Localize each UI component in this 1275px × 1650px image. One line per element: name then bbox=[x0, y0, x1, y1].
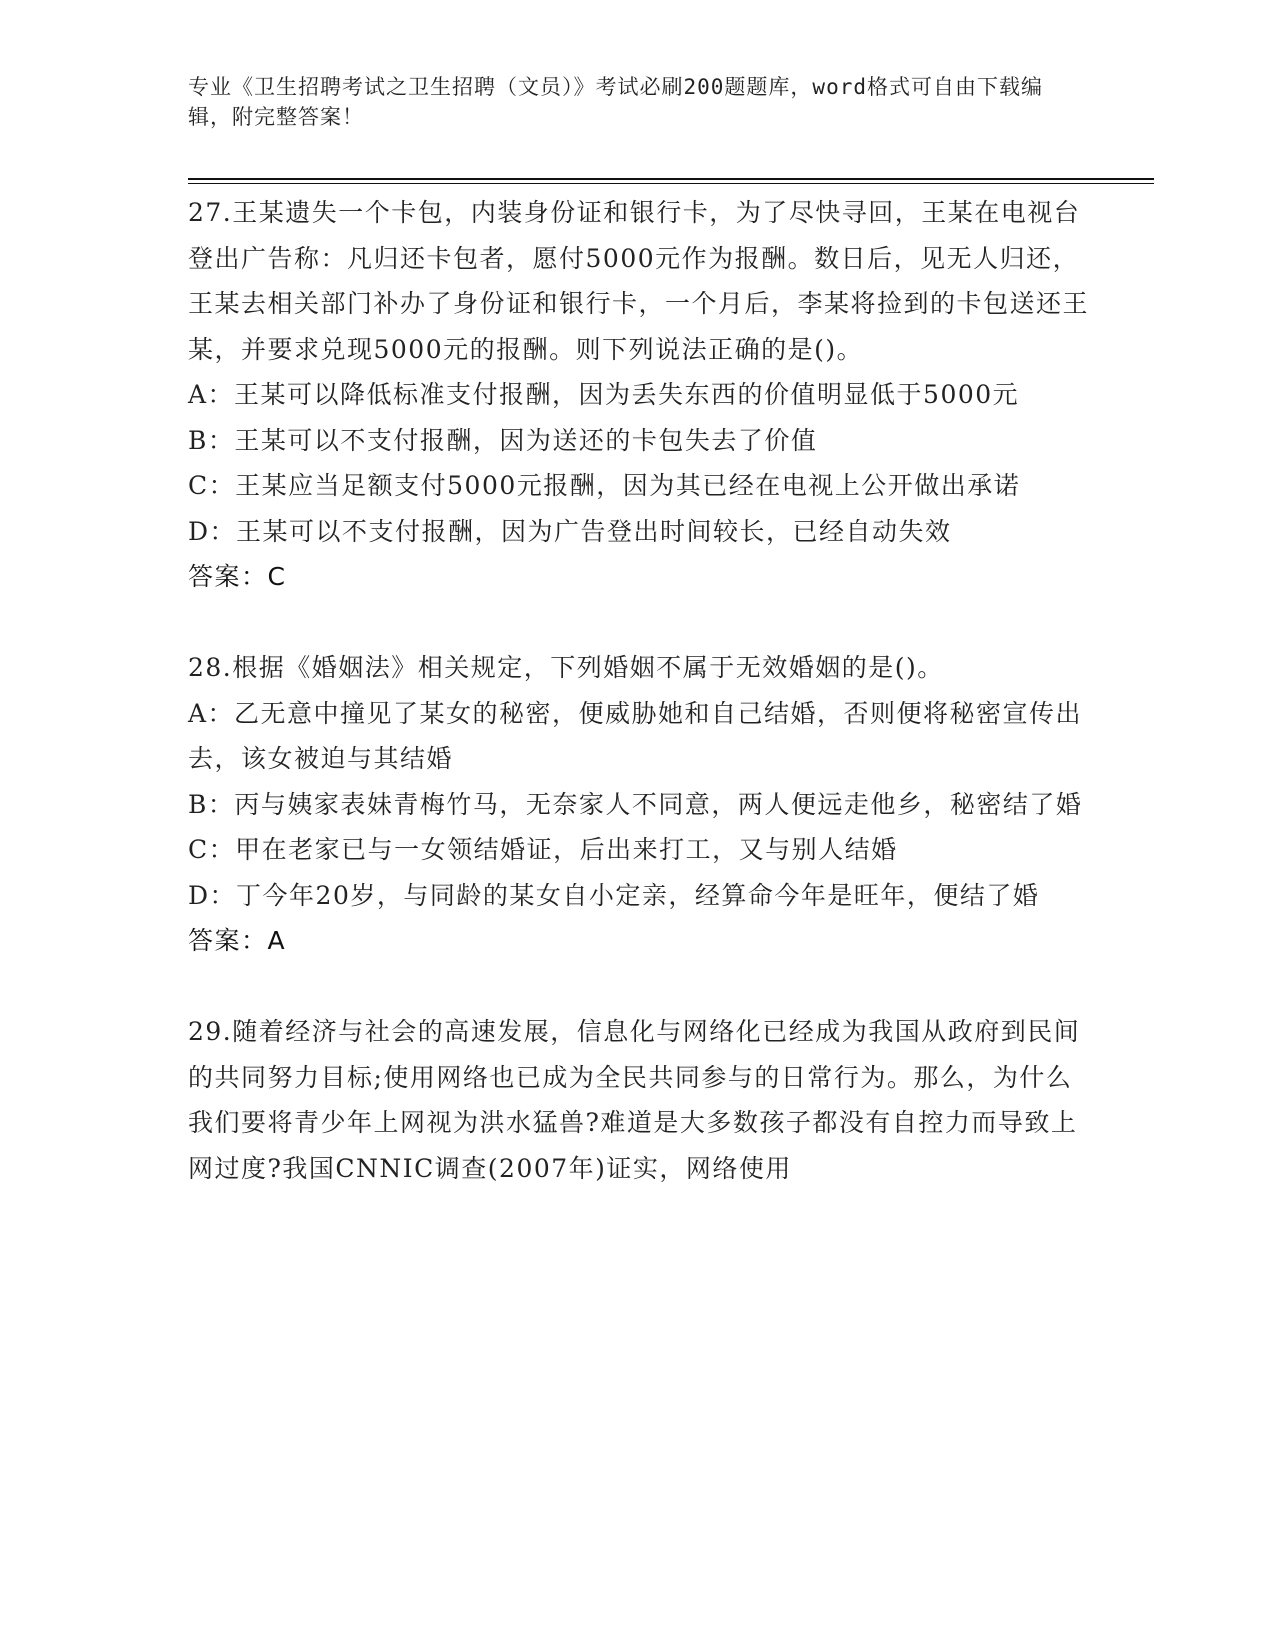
spacer bbox=[188, 964, 1093, 1010]
answer-label: 答案：A bbox=[188, 926, 287, 955]
question-28 bbox=[188, 645, 1093, 964]
document-body bbox=[188, 190, 1093, 1191]
option-a: A：乙无意中撞见了某女的秘密，便威胁她和自己结婚，否则便将秘密宣传出去，该女被迫与其结婚 bbox=[188, 698, 1083, 773]
option-d: D：王某可以不支付报酬，因为广告登出时间较长，已经自动失效 bbox=[188, 516, 952, 546]
option-b: B：丙与姨家表妹青梅竹马，无奈家人不同意，两人便远走他乡，秘密结了婚 bbox=[188, 789, 1083, 819]
option-b: B：王某可以不支付报酬，因为送还的卡包失去了价值 bbox=[188, 425, 818, 455]
header-divider-thin bbox=[188, 183, 1154, 184]
question-29 bbox=[188, 1009, 1093, 1191]
option-c: C：王某应当足额支付5000元报酬，因为其已经在电视上公开做出承诺 bbox=[188, 471, 1021, 500]
document-header: 专业《卫生招聘考试之卫生招聘（文员）》考试必刷200题题库，word格式可自由下载编辑，附完整答案！ bbox=[188, 75, 1043, 129]
option-c: C：甲在老家已与一女领结婚证，后出来打工，又与别人结婚 bbox=[188, 835, 898, 864]
header-divider-thick bbox=[188, 178, 1154, 180]
answer-label: 答案：C bbox=[188, 562, 287, 591]
question-stem: 27.王某遗失一个卡包，内装身份证和银行卡，为了尽快寻回，王某在电视台登出广告称：凡归还卡包者，愿付5000元作为报酬。数日后，见无人归还，王某去相关部门补办了身份证和银行卡，一个月后，李某将捡到的卡包送还王某，并要求兑现5000元的报酬。则下列说法正确的是()。 bbox=[188, 198, 1090, 364]
spacer bbox=[188, 600, 1093, 646]
question-27 bbox=[188, 190, 1093, 600]
option-d: D：丁今年20岁，与同龄的某女自小定亲，经算命今年是旺年，便结了婚 bbox=[188, 880, 1040, 910]
option-a: A：王某可以降低标准支付报酬，因为丢失东西的价值明显低于5000元 bbox=[188, 380, 1020, 409]
question-stem: 28.根据《婚姻法》相关规定，下列婚姻不属于无效婚姻的是()。 bbox=[188, 653, 944, 682]
question-stem: 29.随着经济与社会的高速发展，信息化与网络化已经成为我国从政府到民间的共同努力目标;使用网络也已成为全民共同参与的日常行为。那么，为什么我们要将青少年上网视为洪水猛兽?难道是大多数孩子都没有自控力而导致上网过度?我国CNNIC调查(2007年)证实，网络使用 bbox=[188, 1017, 1081, 1183]
